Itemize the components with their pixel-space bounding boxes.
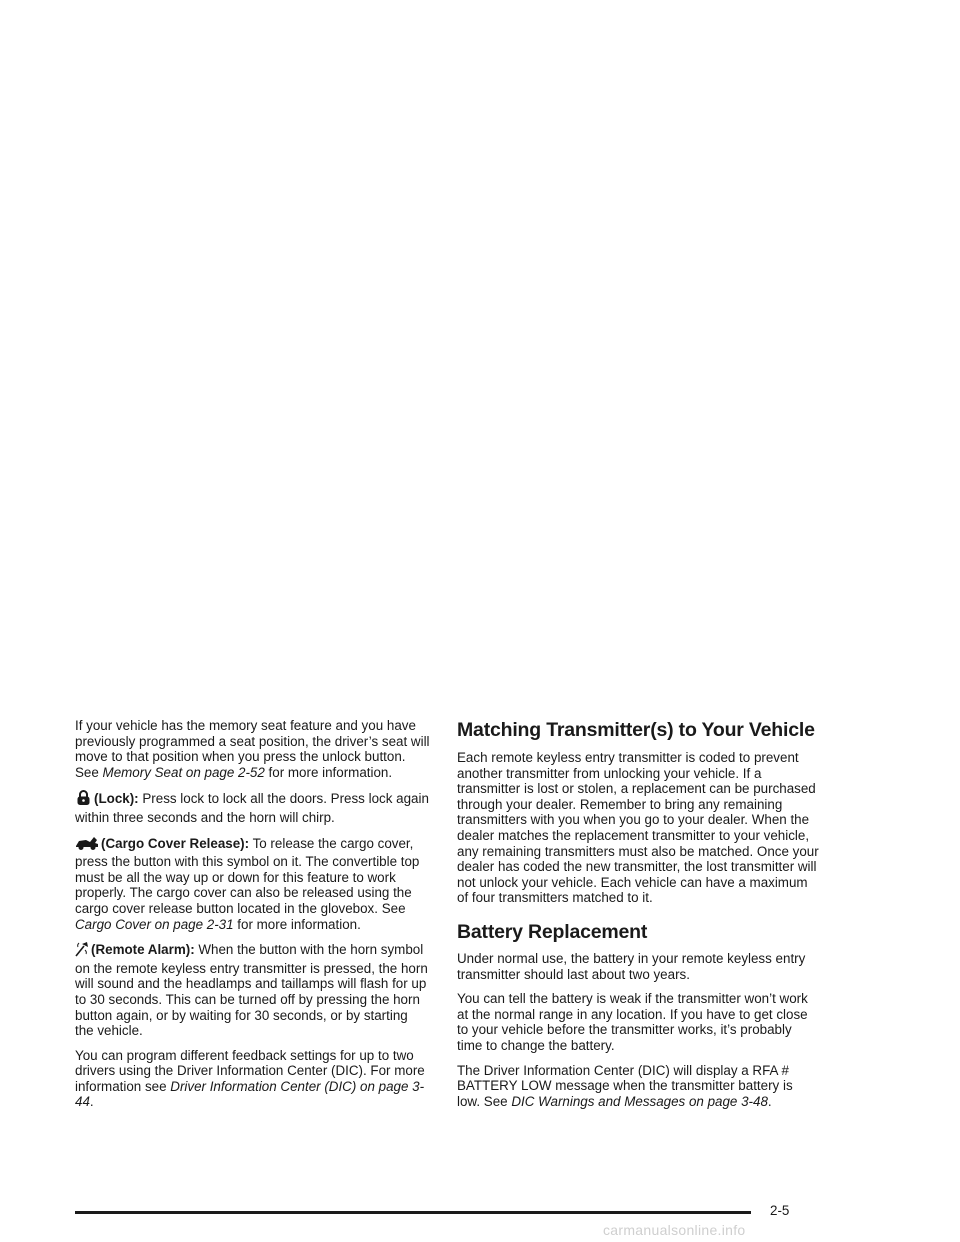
- cargo-label: (Cargo Cover Release):: [101, 835, 250, 851]
- dic-warnings-link[interactable]: DIC Warnings and Messages on page 3-48: [511, 1093, 768, 1109]
- horn-icon: [75, 941, 89, 961]
- matching-paragraph: Each remote keyless entry transmitter is coded to prevent another transmitter from unlocking your vehicle. If a transmitter is lost or stolen, a replacement can be purchased through your dealer. Remember to bring any remaining transmitters with you when you go to your dealer. When the dealer matches the replacement transmitter to your vehicle, any remaining transmitters must also be matched. Once your dealer has coded the new transmitter, the lost transmitter will not unlock your vehicle. Each vehicle can have a maximum of four transmitters matched to it.: [457, 750, 819, 906]
- memory-seat-link[interactable]: Memory Seat on page 2-52: [102, 764, 265, 780]
- cargo-paragraph: [75, 835, 430, 933]
- battery-p3-text: The Driver Information Center (DIC) will display a RFA # BATTERY LOW message when the transmitter battery is low. See: [457, 1062, 793, 1109]
- feedback-text: You can program different feedback settings for up to two drivers using the Driver Information Center (DIC). For more information see: [75, 1047, 425, 1094]
- battery-heading: Battery Replacement: [457, 920, 648, 943]
- cargo-tail: for more information.: [233, 916, 361, 932]
- feedback-tail: .: [89, 1094, 94, 1110]
- watermark: carmanualsonline.info: [603, 1222, 746, 1238]
- battery-paragraph-2: You can tell the battery is weak if the transmitter won’t work at the normal range in any location. If you have to get close to your vehicle before the transmitter works, it’s probably time to change the battery.: [457, 991, 808, 1053]
- cargo-cover-link[interactable]: Cargo Cover on page 2-31: [75, 916, 234, 932]
- left-column: [75, 718, 430, 1119]
- lock-icon: [75, 789, 92, 810]
- alarm-label: (Remote Alarm):: [91, 942, 195, 958]
- dic-link[interactable]: Driver Information Center (DIC) on page 3-44: [75, 1078, 425, 1110]
- battery-paragraph-3: [457, 1063, 819, 1110]
- battery-p3-tail: .: [767, 1093, 772, 1109]
- matching-heading: Matching Transmitter(s) to Your Vehicle: [457, 719, 815, 741]
- battery-paragraph-1: Under normal use, the battery in your remote keyless entry transmitter should last about two years.: [457, 950, 806, 982]
- lock-paragraph: [75, 789, 430, 825]
- lock-text: Press lock to lock all the doors. Press lock again within three seconds and the horn will chirp.: [75, 791, 429, 825]
- feedback-paragraph: [75, 1048, 430, 1110]
- page-number: 2-5: [770, 1203, 790, 1218]
- footer-rule: [75, 1211, 751, 1214]
- memory-seat-tail: for more information.: [264, 764, 393, 780]
- memory-seat-text: If your vehicle has the memory seat feature and you have previously programmed a seat position, the driver’s seat will move to that position when you press the unlock button. See: [75, 718, 430, 780]
- cargo-text: To release the cargo cover, press the button with this symbol on it. The convertible top must be all the way up or down for this feature to work properly. The cargo cover can also be released using the cargo cover release button located in the glovebox. See: [75, 835, 420, 916]
- right-column: [457, 718, 819, 1118]
- lock-label: (Lock):: [94, 791, 139, 807]
- alarm-text: When the button with the horn symbol on the remote keyless entry transmitter is pressed, the horn will sound and the headlamps and taillamps will flash for up to 30 seconds. This can be turned off by pressing the horn button again, or by waiting for 30 seconds, or by starting the vehicle.: [75, 942, 428, 1039]
- alarm-paragraph: [75, 941, 430, 1039]
- car-trunk-icon: [75, 835, 99, 855]
- memory-seat-paragraph: [75, 718, 430, 780]
